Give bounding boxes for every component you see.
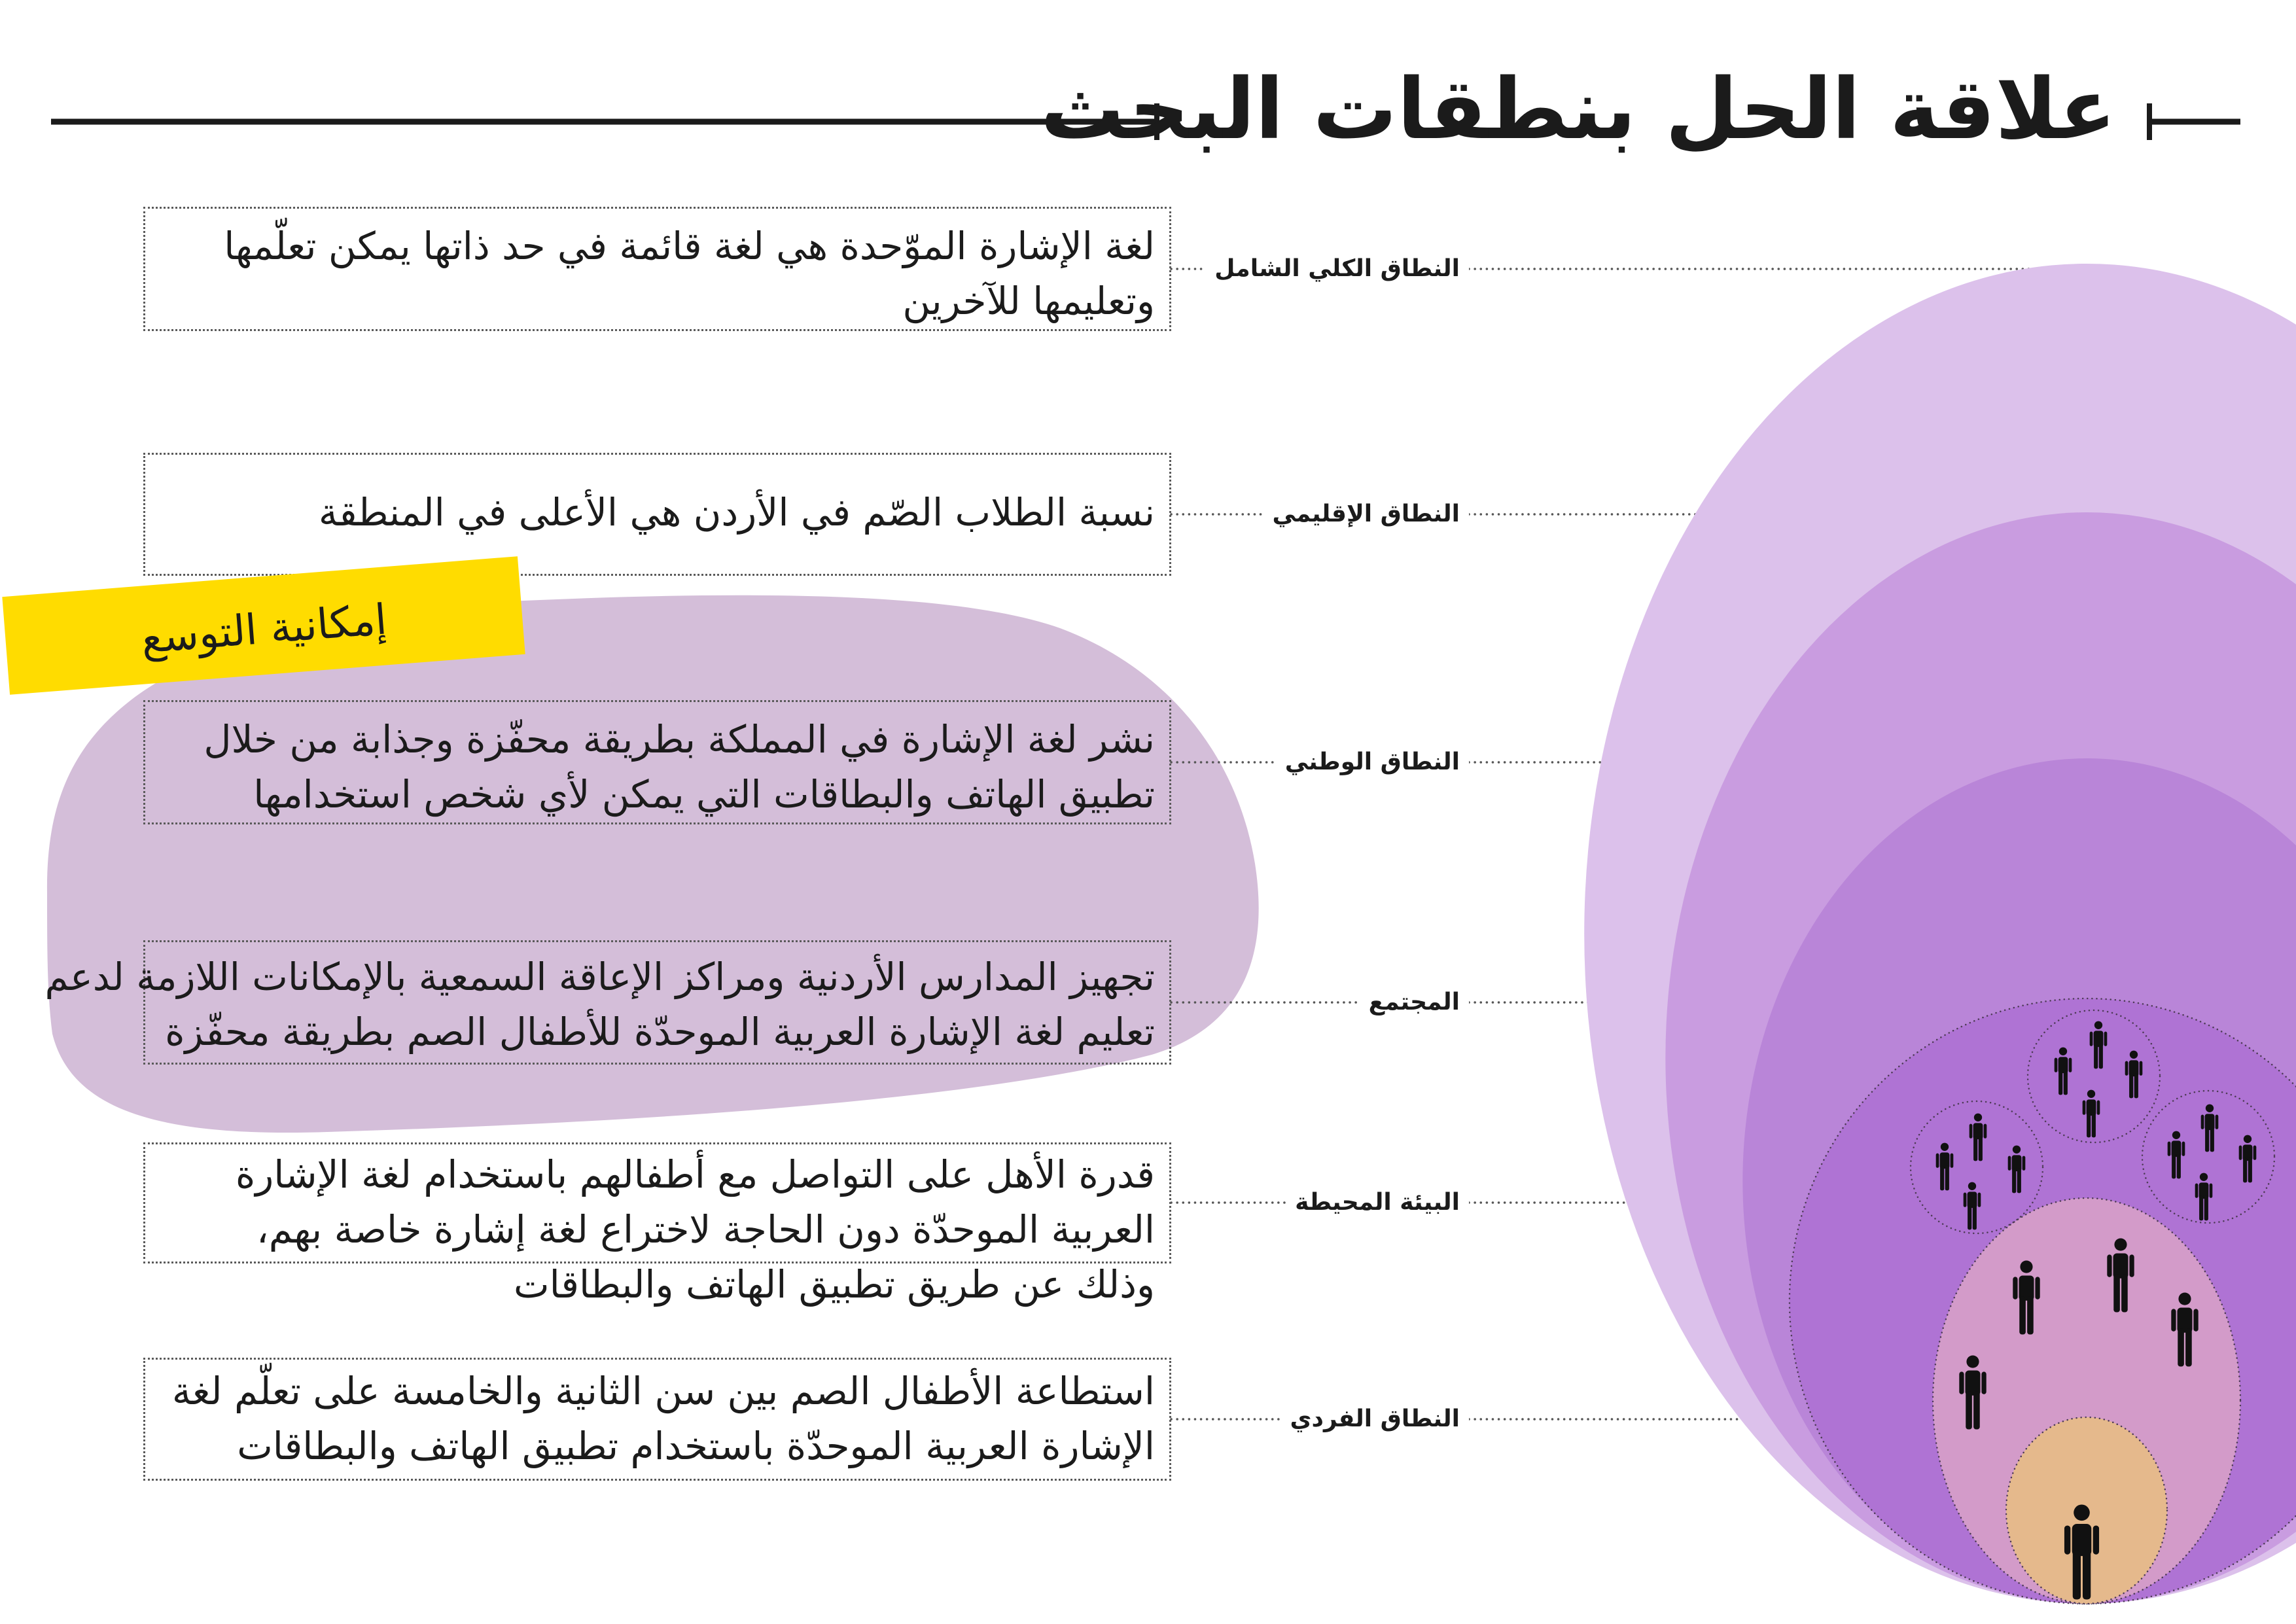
scope-text-individual xyxy=(26,1364,1155,1474)
scope-text-community xyxy=(26,949,1155,1059)
text-line: تعليم لغة الإشارة العربية الموحدّة للأطفال الصم بطريقة محفّزة xyxy=(165,1010,1155,1054)
scope-text-global xyxy=(26,219,1155,328)
scope-label-national: النطاق الوطني xyxy=(1276,746,1469,779)
scope-label-environment: البيئة المحيطة xyxy=(1286,1186,1469,1219)
scope-label-community: المجتمع xyxy=(1360,986,1469,1019)
text-line: نسبة الطلاب الصّم في الأردن هي الأعلى في المنطقة xyxy=(318,490,1155,535)
page-title: علاقة الحل بنطقات البحث xyxy=(1040,61,2116,158)
scope-label-individual: النطاق الفردي xyxy=(1281,1403,1470,1436)
text-line: لغة الإشارة الموّحدة هي لغة قائمة في حد ذاتها يمكن تعلّمها xyxy=(224,224,1155,268)
text-line: وذلك عن طريق تطبيق الهاتف والبطاقات xyxy=(513,1262,1155,1307)
expansion-tag-label: إمكانية التوسع xyxy=(139,595,389,663)
scope-label-regional: النطاق الإقليمي xyxy=(1263,498,1469,531)
text-line: الإشارة العربية الموحدّة باستخدام تطبيق الهاتف والبطاقات xyxy=(237,1424,1155,1468)
text-line: تجهيز المدارس الأردنية ومراكز الإعاقة السمعية بالإمكانات اللازمة لدعم xyxy=(44,955,1155,999)
text-line: العربية الموحدّة دون الحاجة لاختراع لغة إشارة خاصة بهم، xyxy=(256,1207,1155,1252)
scope-text-regional xyxy=(26,485,1155,540)
text-line: تطبيق الهاتف والبطاقات التي يمكن لأي شخص استخدامها xyxy=(253,772,1155,817)
text-line: قدرة الأهل على التواصل مع أطفالهم باستخدام لغة الإشارة xyxy=(235,1152,1155,1197)
scope-text-environment xyxy=(26,1147,1155,1312)
text-line: استطاعة الأطفال الصم بين سن الثانية والخامسة على تعلّم لغة xyxy=(171,1369,1155,1413)
title-rule-left xyxy=(51,103,1157,140)
text-line: وتعليمها للآخرين xyxy=(902,279,1155,323)
text-line: نشر لغة الإشارة في المملكة بطريقة محفّزة وجذابة من خلال xyxy=(203,717,1155,762)
scope-text-national xyxy=(26,712,1155,822)
title-rule-right xyxy=(2149,103,2240,140)
scope-label-global: النطاق الكلي الشامل xyxy=(1205,253,1469,285)
